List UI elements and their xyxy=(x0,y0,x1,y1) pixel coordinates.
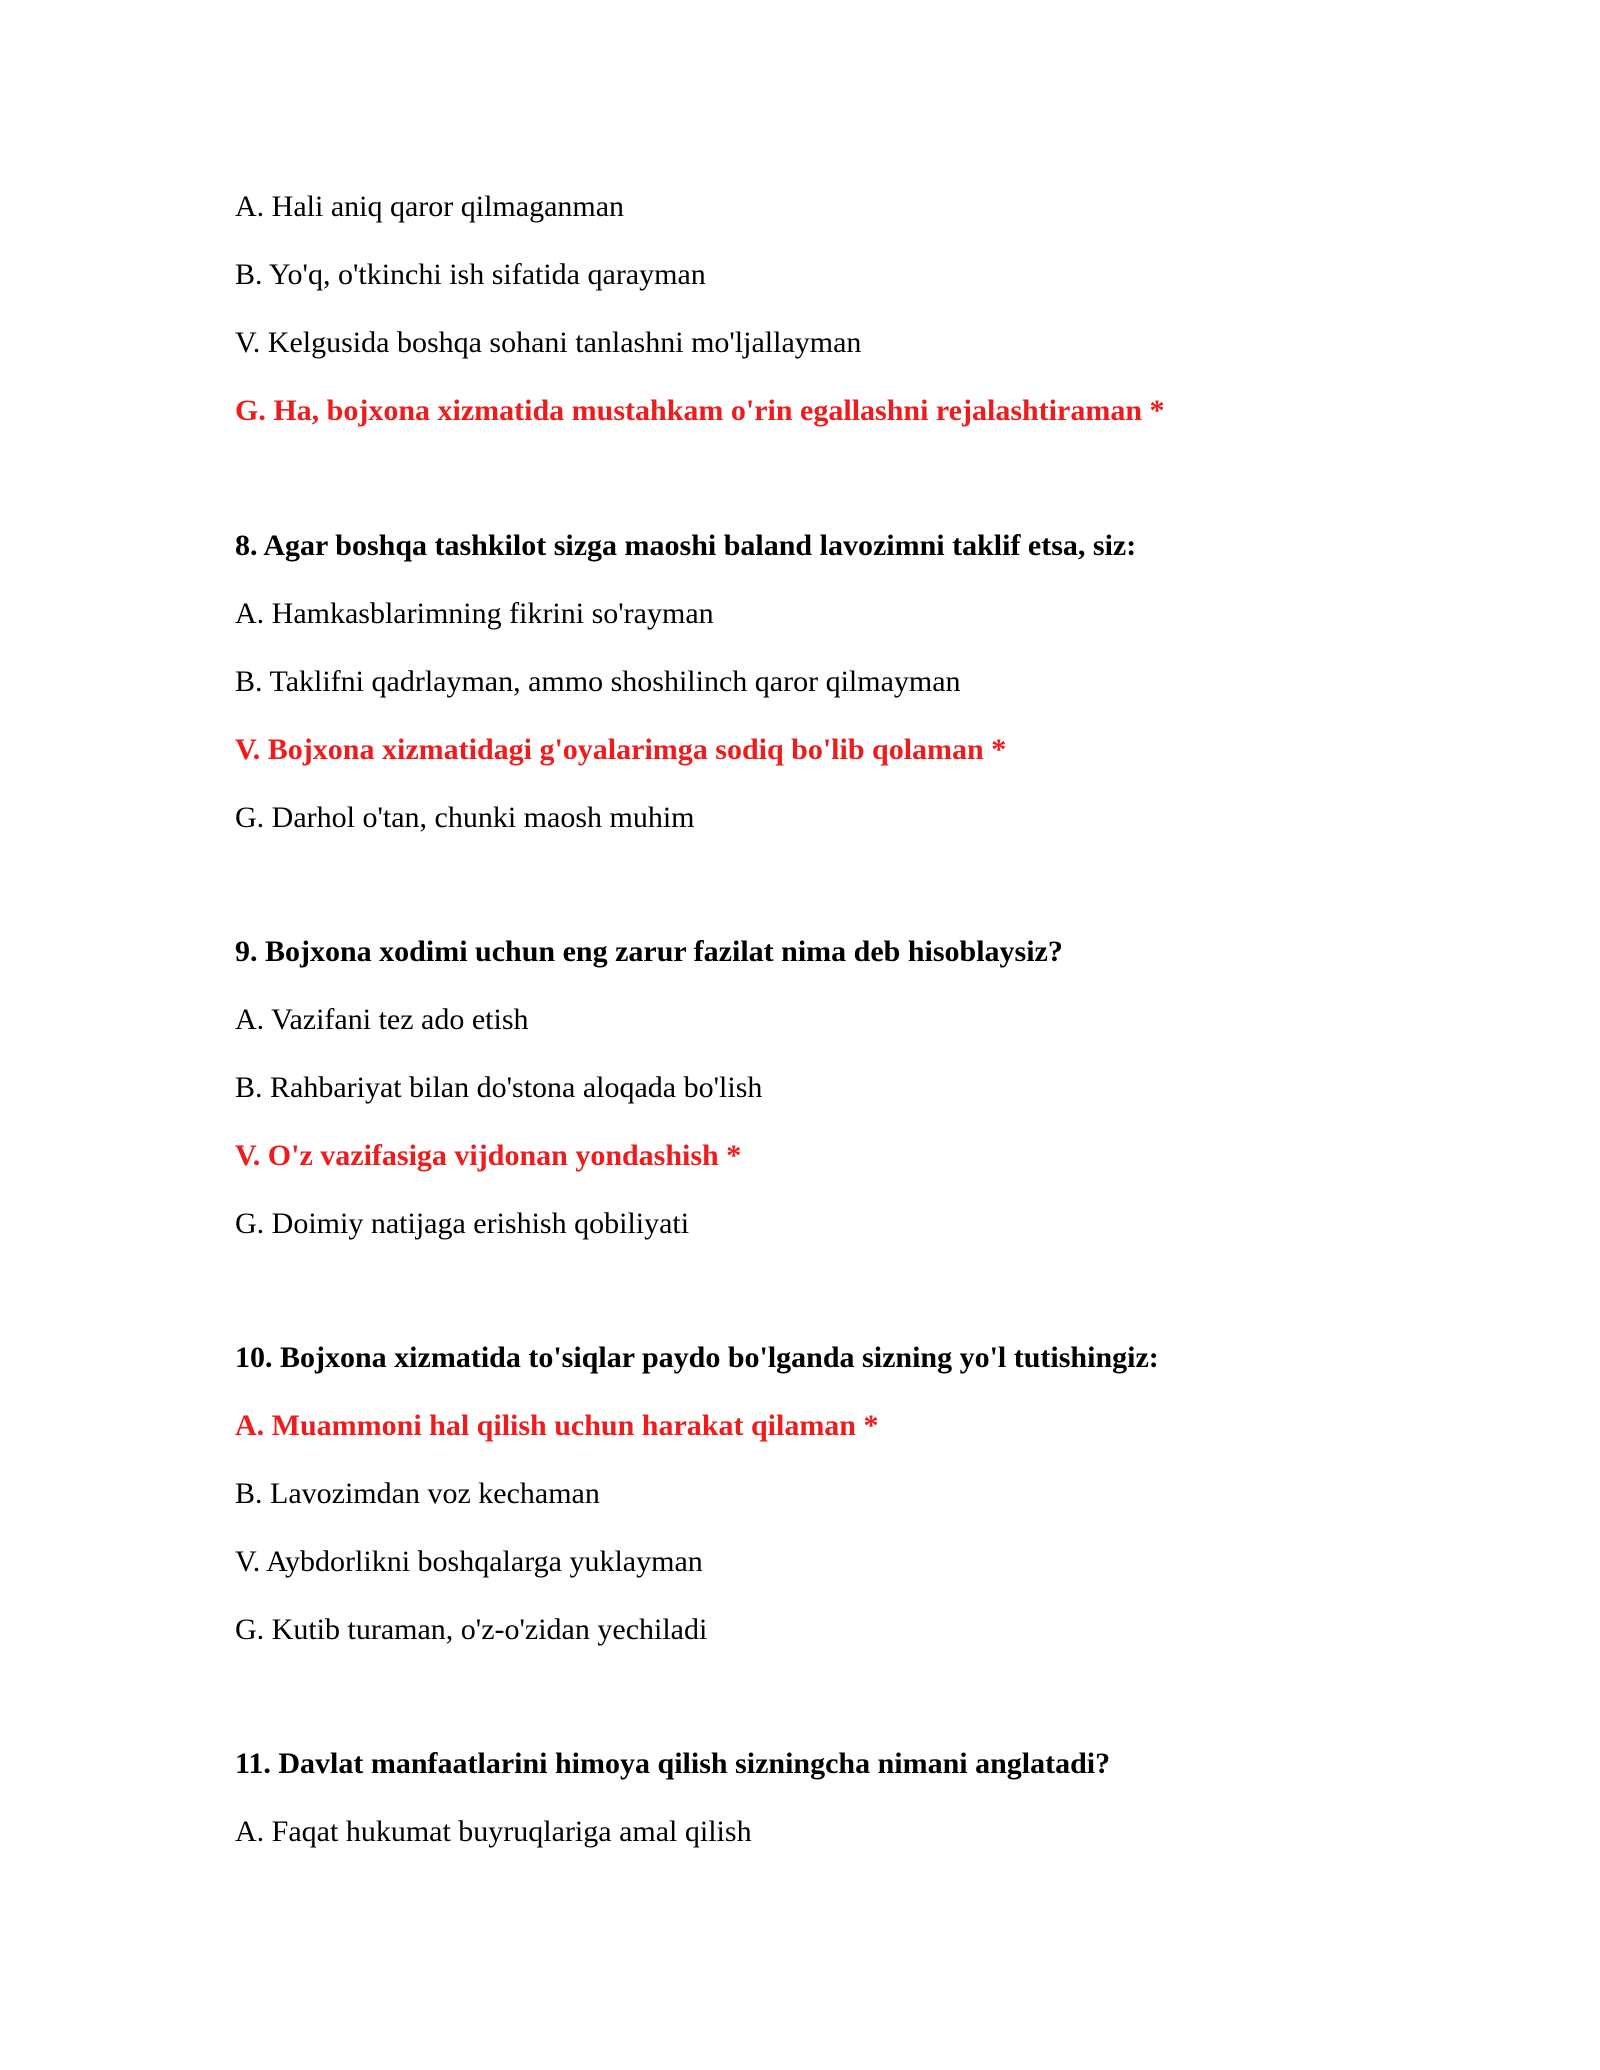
answer-option: B. Taklifni qadrlayman, ammo shoshilinch qaror qilmayman xyxy=(235,665,961,698)
question-title: 8. Agar boshqa tashkilot sizga maoshi baland lavozimni taklif etsa, siz: xyxy=(235,529,1137,562)
answer-option: A. Vazifani tez ado etish xyxy=(235,1003,529,1036)
answer-option: G. Kutib turaman, o'z-o'zidan yechiladi xyxy=(235,1613,708,1646)
answer-option: B. Rahbariyat bilan do'stona aloqada bo'lish xyxy=(235,1071,763,1104)
answer-option: B. Yo'q, o'tkinchi ish sifatida qarayman xyxy=(235,258,706,291)
question-title: 10. Bojxona xizmatida to'siqlar paydo bo'lganda sizning yo'l tutishingiz: xyxy=(235,1341,1159,1374)
answer-option: A. Hamkasblarimning fikrini so'rayman xyxy=(235,597,714,630)
answer-option: V. Kelgusida boshqa sohani tanlashni mo'ljallayman xyxy=(235,326,862,359)
question-title: 9. Bojxona xodimi uchun eng zarur fazilat nima deb hisoblaysiz? xyxy=(235,935,1063,968)
answer-option: A. Hali aniq qaror qilmaganman xyxy=(235,190,625,223)
answer-option: G. Darhol o'tan, chunki maosh muhim xyxy=(235,801,695,834)
answer-option: A. Faqat hukumat buyruqlariga amal qilish xyxy=(235,1815,752,1848)
answer-option: V. Aybdorlikni boshqalarga yuklayman xyxy=(235,1545,703,1578)
question-title: 11. Davlat manfaatlarini himoya qilish sizningcha nimani anglatadi? xyxy=(235,1747,1111,1780)
answer-option: B. Lavozimdan voz kechaman xyxy=(235,1477,600,1510)
answer-option: G. Doimiy natijaga erishish qobiliyati xyxy=(235,1207,690,1240)
correct-answer-option: A. Muammoni hal qilish uchun harakat qilaman * xyxy=(235,1409,879,1442)
correct-answer-option: V. Bojxona xizmatidagi g'oyalarimga sodiq bo'lib qolaman * xyxy=(235,733,1007,766)
correct-answer-option: G. Ha, bojxona xizmatida mustahkam o'rin egallashni rejalashtiraman * xyxy=(235,394,1165,427)
correct-answer-option: V. O'z vazifasiga vijdonan yondashish * xyxy=(235,1139,742,1172)
